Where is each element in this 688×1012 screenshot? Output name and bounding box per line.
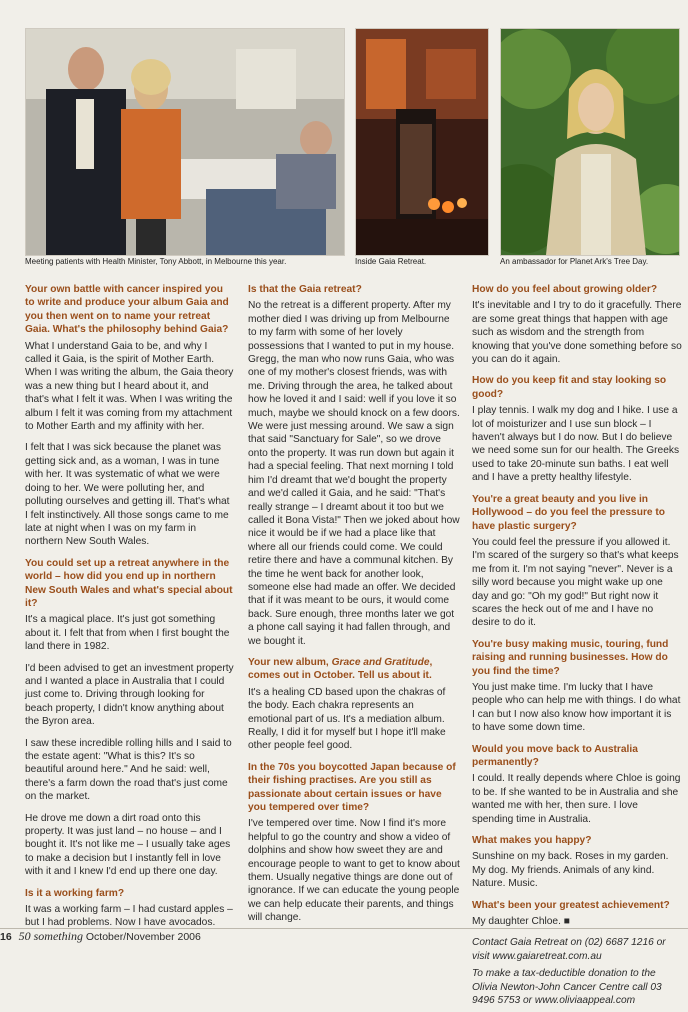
answer: I've tempered over time. Now I find it's more helpful to go the country and show a video of dolphins and show how sweet they are and encourage people to want to get to know about them. Usually negative things are done out of ignorance. If we can educate the young people we can help educate their parents, and things will change.: [248, 818, 460, 924]
answer: What I understand Gaia to be, and why I called it Gaia, is the spirit of Mother Earth. When I was writing the album, the Gaia theory was a new thing but I heard about it, and that's what I felt it was. When I was writing the album I felt it was coming from my attachment to Mother Earth and my affinity with her.: [25, 340, 234, 433]
caption-photo-2: Inside Gaia Retreat.: [355, 257, 427, 266]
question: In the 70s you boycotted Japan because of their fishing practises. Are you still as passionate about certain issues or have you tempered over time?: [248, 761, 456, 814]
answer: It was a working farm – I had custard apples – but I had problems. Now I have avocados.: [25, 904, 233, 929]
answer: It's inevitable and I try to do it gracefully. There are some great things that happen with age such as wisdom and the strength from knowing that you've done something before so you can do it again.: [472, 300, 682, 366]
contact-donation: To make a tax-deductible donation to the Olivia Newton-John Cancer Centre call 03 9496 5753 or www.oliviaappeal.com: [472, 968, 662, 1007]
answer: I play tennis. I walk my dog and I hike. I use a lot of moisturizer and I use sun block – I haven't always but I do now. But I do believe we need some sun for our health. The Greeks used to take 20-minute sun baths. I eat well and I have a pretty healthy lifestyle.: [472, 405, 680, 484]
page-footer: [0, 930, 201, 943]
answer: I'd been advised to get an investment property and I wanted a place in Australia that I could just come to. Driving through looking for beach property, I didn't know anything about the Byron area.: [25, 662, 234, 728]
caption-photo-1: Meeting patients with Health Minister, Tony Abbott, in Melbourne this year.: [25, 257, 287, 266]
answer: Sunshine on my back. Roses in my garden. My dog. My friends. Animals of any kind. Nature. Music.: [472, 851, 669, 890]
question: What's been your greatest achievement?: [472, 899, 670, 911]
contact-gaia-retreat: Contact Gaia Retreat on (02) 6687 1216 or visit www.gaiaretreat.com.au: [472, 937, 666, 962]
answer: He drove me down a dirt road onto this property. It was just land – no house – and I bought it. It's not like me – I usually take ages to make a decision but I instantly fell in love with it and I knew I'd end up there one day.: [25, 812, 231, 878]
answer: It's a magical place. It's just got something about it. I felt that from when I first bought the land there in 1982.: [25, 614, 230, 653]
answer: I could. It really depends where Chloe is going to be. If she wanted to be in Australia and she wanted me with her, then sure. I love spending time in Australia.: [472, 773, 681, 825]
answer: I felt that I was sick because the planet was getting sick and, as a woman, I was in tune with her. It was systematic of what we were doing to her. We were polluting her, and polluting ourselves and getting ill. That's what I felt instinctively. All those songs came to me late at night when I was on my farm in northern New South Wales.: [25, 442, 230, 548]
answer: I saw these incredible rolling hills and I said to the estate agent: "What is this? It's so beautiful around here." And he said: well, there's a farm down the road that's just come on the market.: [25, 737, 232, 803]
photo-planet-ark: [500, 28, 680, 256]
page-number: 16: [0, 931, 12, 943]
answer: My daughter Chloe. ■: [472, 916, 570, 928]
question: Your own battle with cancer inspired you to write and produce your album Gaia and you then went on to name your retreat Gaia. What's the philosophy behind Gaia?: [25, 284, 229, 336]
question: [248, 656, 460, 683]
footer-rule: [0, 928, 688, 929]
question: You're busy making music, touring, fund raising and running businesses. How do you find the time?: [472, 638, 669, 677]
question: You're a great beauty and you live in Hollywood – do you feel the pressure to have plastic surgery?: [472, 493, 666, 532]
question: How do you keep fit and stay looking so good?: [472, 375, 667, 400]
photo-gaia-retreat: [355, 28, 489, 256]
photo-health-minister: [25, 28, 345, 256]
column-1: [25, 283, 235, 938]
question: Is it a working farm?: [25, 887, 125, 899]
answer: You could feel the pressure if you allowed it. I'm scared of the surgery so that's what keeps me from it. I'm not saying "never". Never is a silly word because you might wake up one day and go: "Oh my god!" But right now it scares the heck out of me and I have no desire to do it.: [472, 536, 679, 629]
answer: It's a healing CD based upon the chakras of the body. Each chakra represents an emotional part of us. It's a mediation album. Really, I did it for myself but I hope it'll make other people feel good.: [248, 686, 446, 752]
answer: No the retreat is a different property. After my mother died I was driving up from Melbourne to my farm with some of her lovely possessions that I wanted to put in my house. Gregg, the man who now runs Gaia, who was one of my mother's closest friends, was with me. Driving through the area, he talked about how he loved it and I said: well if you love it so much, maybe we should knock on a few doors. We were just messing around. We saw a sign that said "Sanctuary for Sale", so we drove onto the property. It was run down but again it had a special feeling. That next morning I told him I'd dreamt that we'd bought the property and we'd called it Gaia, and he said: "That's really strange – I dreamt about it too but we called it Bona Vista!" Then we joked about how nice it would be if we had a place like that where all our friends could come. We could retire there and have a communal kitchen. By the time he went back for another look, someone else had made an offer. We decided that if it was meant to be ours, it would come back. Sure enough, three months later we got a phone call saying it had fallen through, and we bought it.: [248, 300, 460, 647]
question: You could set up a retreat anywhere in the world – how did you end up in northern New South Wales and what's special about it?: [25, 557, 233, 609]
caption-photo-3: An ambassador for Planet Ark's Tree Day.: [500, 257, 649, 266]
issue-date: October/November 2006: [85, 931, 201, 943]
magazine-name: 50 something: [18, 929, 83, 943]
question: How do you feel about growing older?: [472, 284, 658, 295]
album-title: Grace and Gratitude: [331, 656, 430, 668]
question: Would you move back to Australia permanently?: [472, 743, 638, 768]
question: What makes you happy?: [472, 835, 592, 847]
question: Is that the Gaia retreat?: [248, 284, 362, 295]
column-3: [472, 283, 682, 1012]
answer: You just make time. I'm lucky that I have people who can help me with things. I do what I can but I now also know how important it is to have some down time.: [472, 681, 681, 734]
column-2: [248, 283, 460, 933]
question-text: , comes out in October. Tell us about it.: [248, 656, 433, 682]
question-text: Your new album,: [248, 656, 332, 668]
